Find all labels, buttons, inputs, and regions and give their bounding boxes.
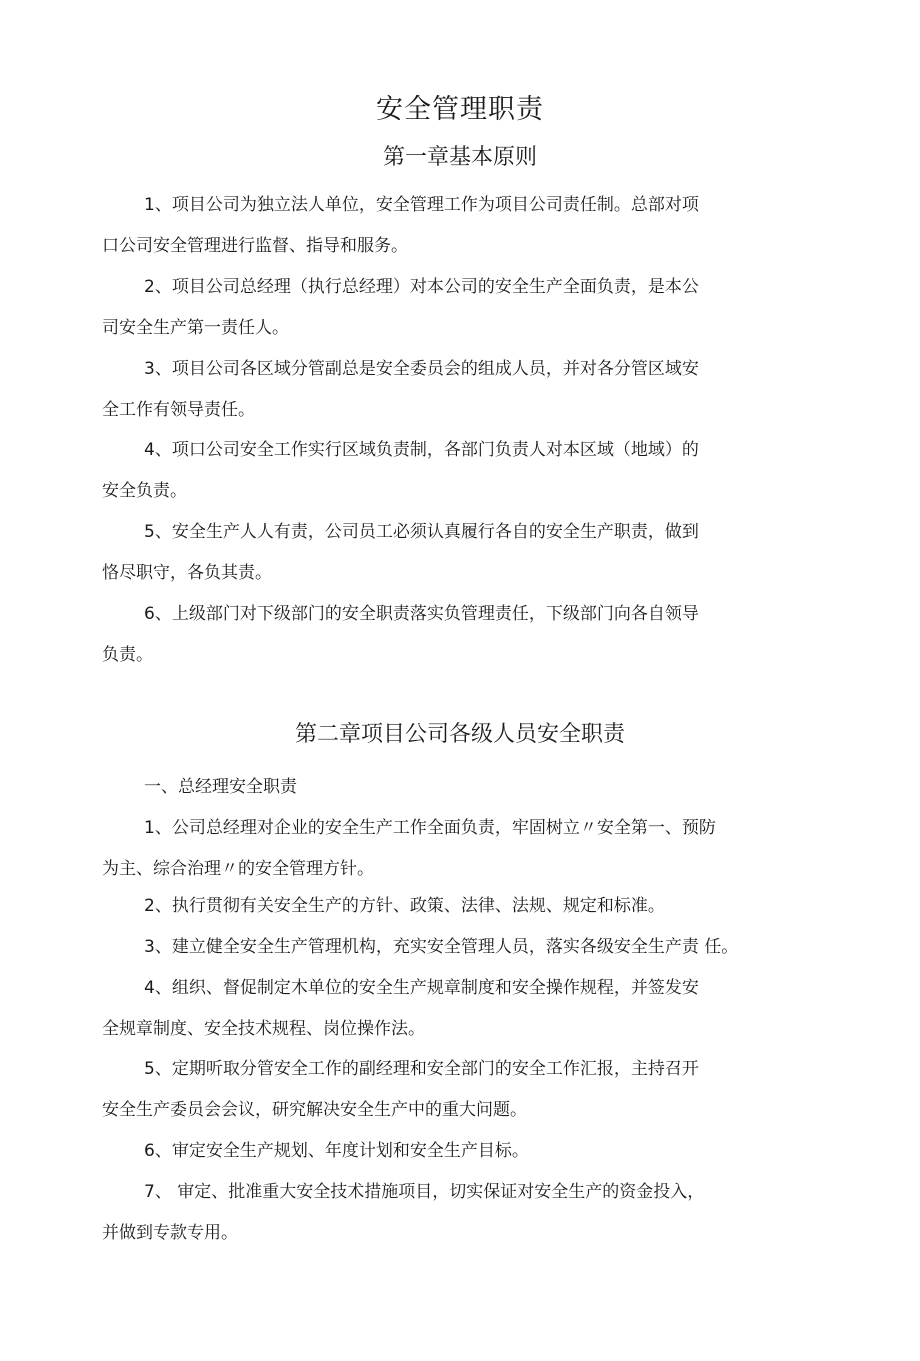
chapter2-paragraph-2 xyxy=(102,886,802,927)
paragraph-line: 1、项目公司为独立法人单位，安全管理工作为项目公司责任制。总部对项 xyxy=(144,195,699,215)
section-heading: 一、总经理安全职责 xyxy=(144,777,297,797)
document-title: 安全管理职责 xyxy=(376,94,544,125)
paragraph-line: 3、项目公司各区域分管副总是安全委员会的组成人员，并对各分管区域安 xyxy=(144,359,699,379)
paragraph-line: 为主、综合治理〃的安全管理方针。 xyxy=(102,859,374,879)
chapter1-paragraph-2 xyxy=(102,267,802,349)
paragraph-line: 3、建立健全安全生产管理机构，充实安全管理人员，落实各级安全生产责 任。 xyxy=(144,937,739,957)
chapter1-paragraph-1 xyxy=(102,185,802,267)
chapter2-paragraph-6 xyxy=(102,1131,802,1172)
paragraph-line: 6、上级部门对下级部门的安全职责落实负管理责任，下级部门向各自领导 xyxy=(144,604,699,624)
paragraph-line: 安全生产委员会会议，研究解决安全生产中的重大问题。 xyxy=(102,1100,527,1120)
paragraph-line: 司安全生产第一责任人。 xyxy=(102,318,289,338)
chapter1-paragraph-6 xyxy=(102,594,802,676)
paragraph-line: 恪尽职守，各负其责。 xyxy=(102,563,272,583)
paragraph-line: 5、安全生产人人有责，公司员工必须认真履行各自的安全生产职责，做到 xyxy=(144,522,699,542)
paragraph-line: 安全负责。 xyxy=(102,481,187,501)
paragraph-line: 2、执行贯彻有关安全生产的方针、政策、法律、法规、规定和标准。 xyxy=(144,896,665,916)
paragraph-line: 2、项目公司总经理（执行总经理）对本公司的安全生产全面负责，是本公 xyxy=(144,277,699,297)
paragraph-line: 负责。 xyxy=(102,645,153,665)
paragraph-line: 7、 审定、批准重大安全技术措施项目，切实保证对安全生产的资金投入， xyxy=(144,1182,705,1202)
chapter2-heading: 第二章项目公司各级人员安全职责 xyxy=(294,722,625,747)
paragraph-line: 全工作有领导责任。 xyxy=(102,400,255,420)
paragraph-line: 口公司安全管理进行监督、指导和服务。 xyxy=(102,236,408,256)
chapter1-paragraph-3 xyxy=(102,349,802,431)
paragraph-line: 5、定期听取分管安全工作的副经理和安全部门的安全工作汇报，主持召开 xyxy=(144,1059,699,1079)
chapter1-paragraph-5 xyxy=(102,512,802,594)
paragraph-line: 4、组织、督促制定木单位的安全生产规章制度和安全操作规程，并签发安 xyxy=(144,978,699,998)
chapter2-paragraph-4 xyxy=(102,968,802,1050)
paragraph-line: 6、审定安全生产规划、年度计划和安全生产目标。 xyxy=(144,1141,529,1161)
chapter2-paragraph-3 xyxy=(102,927,802,968)
paragraph-line: 全规章制度、安全技术规程、岗位操作法。 xyxy=(102,1019,425,1039)
paragraph-line: 并做到专款专用。 xyxy=(102,1223,238,1243)
chapter2-paragraph-1 xyxy=(102,808,802,890)
chapter1-heading: 第一章基本原则 xyxy=(382,145,537,170)
chapter1-paragraph-4 xyxy=(102,430,802,512)
chapter2-paragraph-7 xyxy=(102,1172,802,1254)
paragraph-line: 4、项口公司安全工作实行区域负责制，各部门负责人对本区域（地域）的 xyxy=(144,440,699,460)
chapter2-paragraph-5 xyxy=(102,1049,802,1131)
paragraph-line: 1、公司总经理对企业的安全生产工作全面负责，牢固树立〃安全第一、预防 xyxy=(144,818,716,838)
